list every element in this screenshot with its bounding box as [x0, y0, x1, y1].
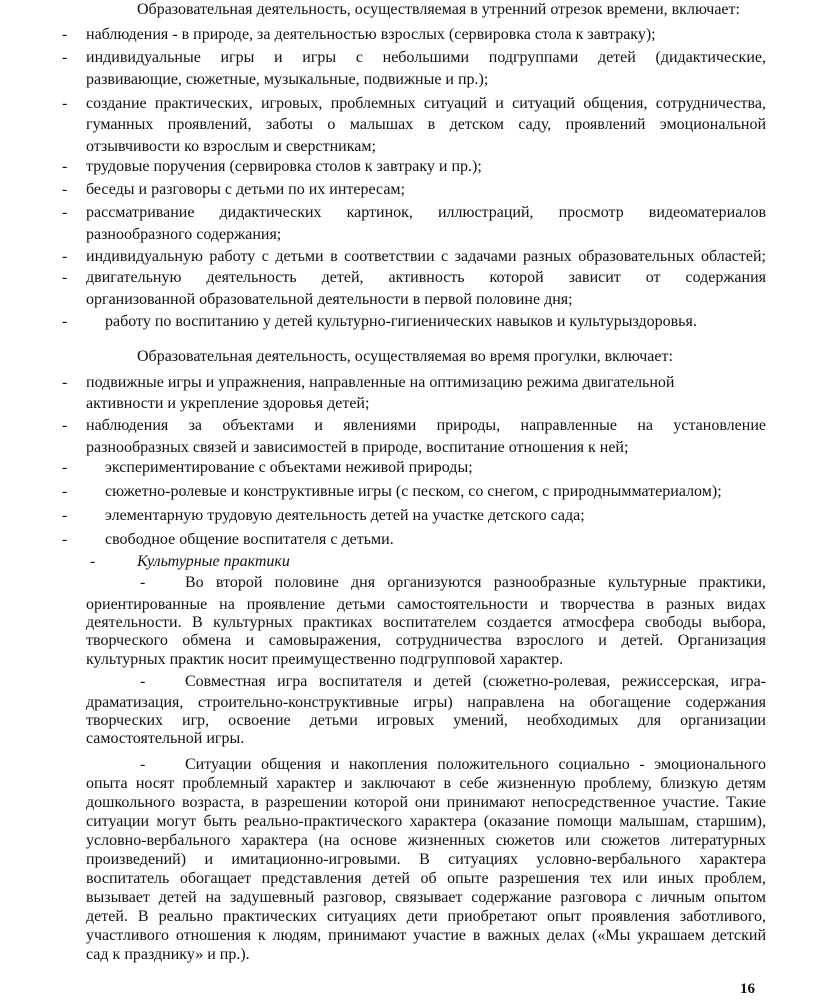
list-item-cont: разнообразного содержания;: [86, 226, 282, 243]
list-item: двигательную деятельность детей, активность которой зависит от содержания: [86, 269, 766, 286]
list-item: элементарную трудовую деятельность детей на участке детского сада;: [105, 507, 585, 524]
list-item: подвижные игры и упражнения, направленные на оптимизацию режима двигательной: [86, 374, 675, 391]
paragraph-dash: -: [140, 673, 146, 690]
list-item-cont: организованной образовательной деятельности в первой половине дня;: [86, 291, 573, 308]
paragraph-line: опыта носят проблемный характер и заключают в себе жизненную проблему, близкую детям: [86, 775, 766, 792]
list-item: беседы и разговоры с детьми по их интересам;: [86, 181, 405, 198]
bullet-dash: -: [90, 553, 96, 570]
section2-heading: Образовательная деятельность, осуществляемая во время прогулки, включает:: [137, 348, 673, 365]
list-item: индивидуальные игры и игры с небольшими подгруппами детей (дидактические,: [86, 49, 766, 66]
bullet-dash: -: [62, 417, 68, 434]
bullet-dash: -: [62, 507, 68, 524]
paragraph-line: произведений) и имитационно-игровыми. В ситуациях условно-вербального характера: [86, 851, 766, 868]
bullet-dash: -: [62, 204, 68, 221]
list-item-cont: разнообразных связей и зависимостей в природе, воспитание отношения к ней;: [86, 439, 629, 456]
paragraph-line: воспитатель обогащает представления детей об опыте разрешения тех или иных проблем,: [86, 870, 766, 887]
bullet-dash: -: [62, 26, 68, 43]
paragraph-line: культурных практик носит преимущественно подгрупповой характер.: [86, 651, 564, 668]
list-item: сюжетно-ролевые и конструктивные игры (с песком, со снегом, с природнымматериалом);: [105, 483, 722, 500]
paragraph-line: вызывает детей на задушевный разговор, связывает содержание разговора с личным опытом: [86, 889, 766, 906]
section1-heading: Образовательная деятельность, осуществляемая в утренний отрезок времени, включает:: [137, 1, 740, 18]
paragraph-line: участливого отношения к людям, принимают участие в важных делах («Мы украшаем детский: [86, 927, 766, 944]
list-item-cont: отзывчивости ко взрослым и сверстникам;: [86, 138, 376, 155]
list-item: трудовые поручения (сервировка столов к завтраку и пр.);: [86, 158, 482, 175]
bullet-dash: -: [62, 269, 68, 286]
paragraph-line: творческого обмена и самовыражения, сотрудничества взрослого и детей. Организация: [86, 632, 766, 649]
list-item: свободное общение воспитателя с детьми.: [105, 531, 394, 548]
list-item: наблюдения - в природе, за деятельностью взрослых (сервировка стола к завтраку);: [86, 26, 656, 43]
paragraph-line: Во второй половине дня организуются разнообразные культурные практики,: [185, 574, 766, 591]
list-item-cont: активности и укрепление здоровья детей;: [86, 395, 370, 412]
paragraph-line: драматизация, строительно-конструктивные игры) направлена на обогащение содержания: [86, 694, 766, 711]
bullet-dash: -: [62, 531, 68, 548]
list-item: индивидуальную работу с детьми в соответствии с задачами разных образовательных областей;: [86, 248, 766, 265]
list-item: экспериментирование с объектами неживой природы;: [105, 459, 473, 476]
paragraph-line: дошкольного возраста, в разрешении которой они принимают непосредственное участие. Такие: [86, 794, 766, 811]
paragraph-line: деятельности. В культурных практиках воспитателем создается атмосфера свободы выбора,: [86, 614, 766, 631]
paragraph-line: сад к празднику» и пр.).: [86, 946, 250, 963]
paragraph-dash: -: [140, 756, 146, 773]
paragraph-line: Ситуации общения и накопления положительного социально - эмоционального: [185, 756, 766, 773]
paragraph-line: детей. В реально практических ситуациях дети приобретают опыт проявления заботливого,: [86, 908, 766, 925]
paragraph-line: ситуации могут быть реально-практического характера (оказание помощи малышам, старшим),: [86, 813, 766, 830]
list-item: работу по воспитанию у детей культурно-гигиенических навыков и культурыздоровья.: [105, 313, 697, 330]
paragraph-line: творческих игр, освоение детьми игровых умений, необходимых для организации: [86, 712, 766, 729]
bullet-dash: -: [62, 374, 68, 391]
bullet-dash: -: [62, 313, 68, 330]
paragraph-line: самостоятельной игры.: [86, 730, 245, 747]
bullet-dash: -: [62, 459, 68, 476]
bullet-dash: -: [62, 95, 68, 112]
bullet-dash: -: [62, 158, 68, 175]
list-item: наблюдения за объектами и явлениями природы, направленные на установление: [86, 417, 766, 434]
paragraph-line: Совместная игра воспитателя и детей (сюжетно-ролевая, режиссерская, игра-: [185, 673, 766, 690]
page-number: 16: [740, 981, 755, 997]
cultural-practices-heading: Культурные практики: [137, 553, 290, 570]
list-item: создание практических, игровых, проблемных ситуаций и ситуаций общения, сотрудничества,: [86, 95, 766, 112]
bullet-dash: -: [62, 248, 68, 265]
paragraph-line: условно-вербального характера (на основе жизненных сюжетов или сюжетов литературных: [86, 832, 766, 849]
bullet-dash: -: [62, 483, 68, 500]
list-item: рассматривание дидактических картинок, иллюстраций, просмотр видеоматериалов: [86, 204, 766, 221]
list-item-cont: гуманных проявлений, заботы о малышах в детском саду, проявлений эмоциональной: [86, 116, 766, 133]
list-item-cont: развивающие, сюжетные, музыкальные, подвижные и пр.);: [86, 71, 489, 88]
bullet-dash: -: [62, 181, 68, 198]
bullet-dash: -: [62, 49, 68, 66]
paragraph-line: ориентированные на проявление детьми самостоятельности и творчества в разных видах: [86, 596, 766, 613]
paragraph-dash: -: [140, 574, 146, 591]
